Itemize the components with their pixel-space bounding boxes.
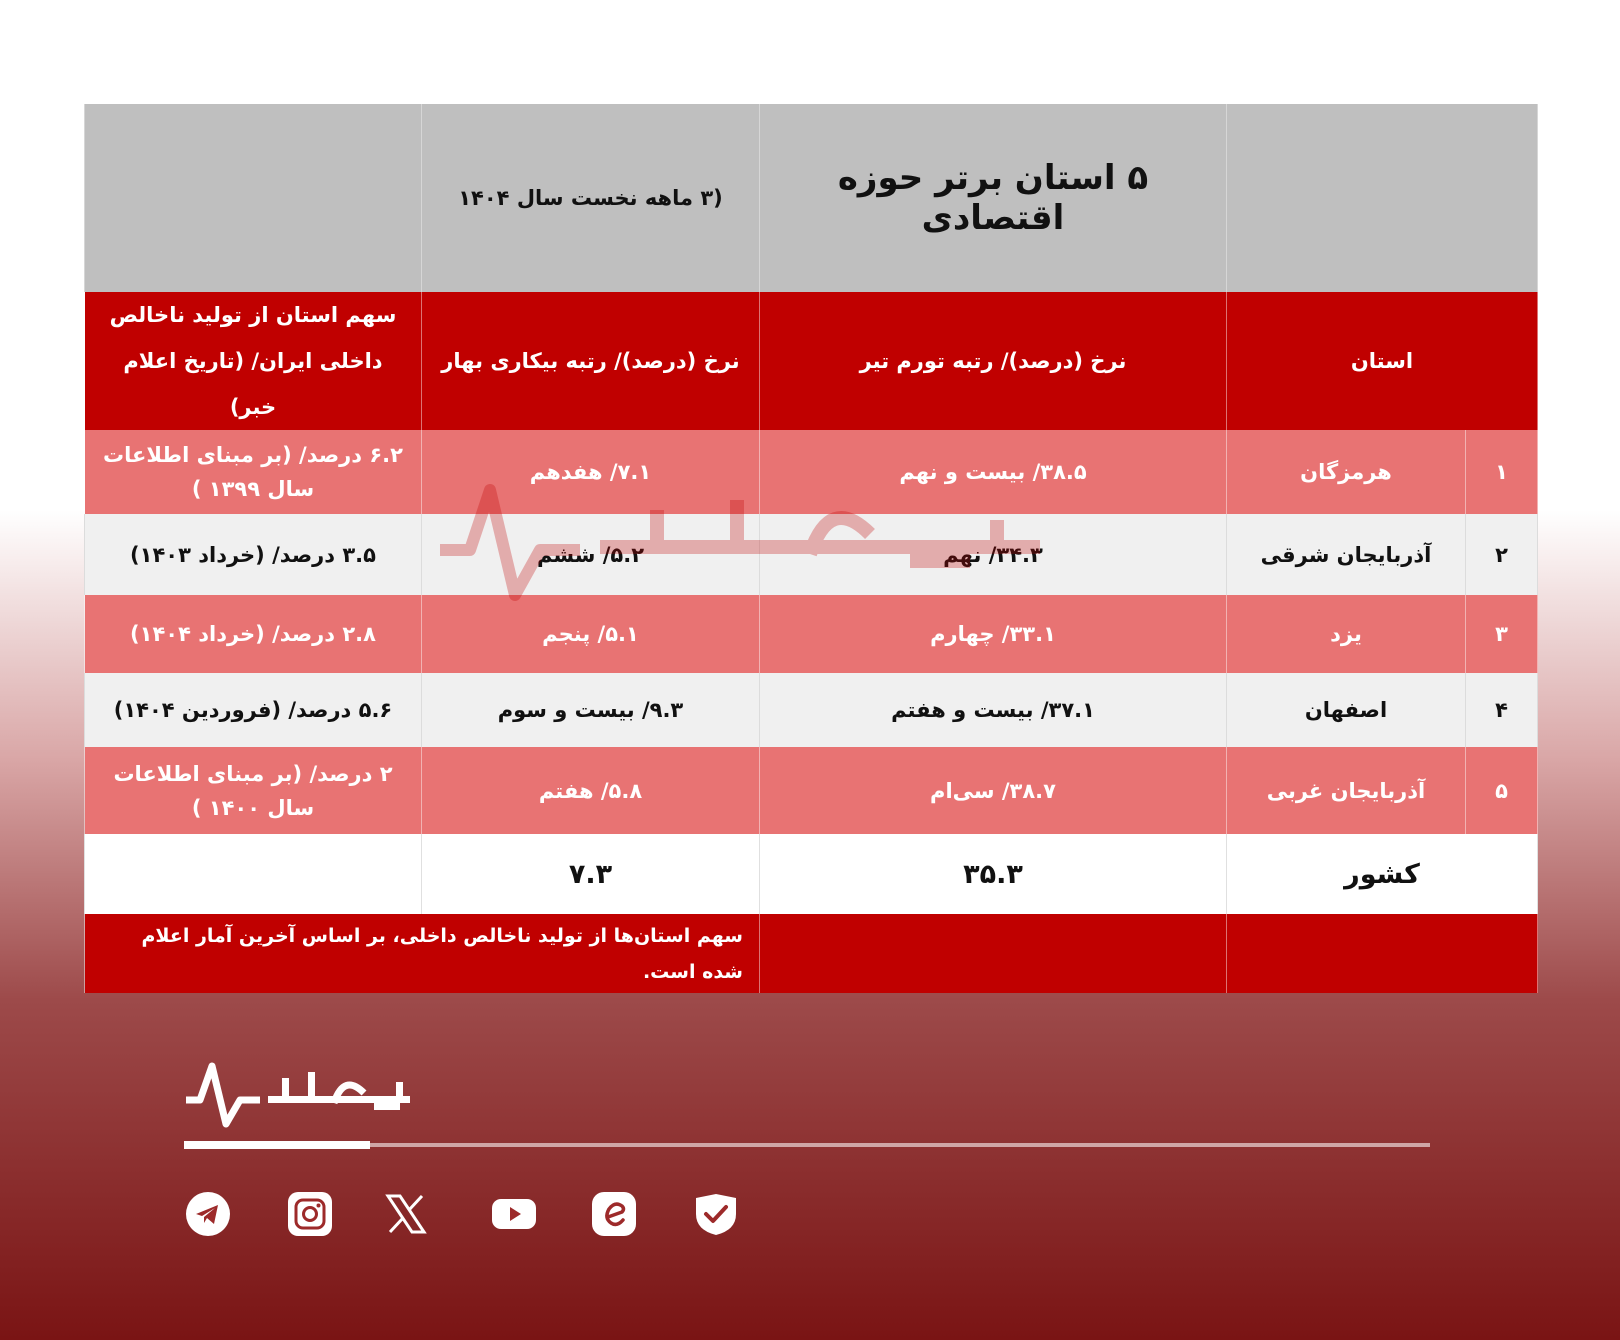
inflation-cell: ۳۳.۱/ چهارم [760,595,1227,673]
footnote-empty-cell [760,914,1227,993]
province-cell: اصفهان [1227,673,1466,747]
inflation-cell: ۳۸.۷/ سی‌ام [760,747,1227,834]
inflation-cell: ۳۸.۵/ بیست و نهم [760,430,1227,514]
unemployment-cell: ۵.۸/ هفتم [422,747,760,834]
inflation-cell: ۳۴.۳/ نهم [760,514,1227,595]
footnote-empty-cell [1227,914,1538,993]
gdp-share-cell: ۵.۶ درصد/ (فروردین ۱۴۰۴) [85,673,422,747]
page-subtitle: (۳ ماهه نخست سال ۱۴۰۴ [422,104,760,292]
rank-cell: ۴ [1466,673,1538,747]
rank-cell: ۲ [1466,514,1538,595]
table-row [85,673,1538,747]
eitaa-icon[interactable] [590,1190,638,1238]
province-cell: آذربایجان غربی [1227,747,1466,834]
footer-divider [184,1143,1430,1147]
rank-cell: ۳ [1466,595,1538,673]
province-cell: آذربایجان شرقی [1227,514,1466,595]
youtube-icon[interactable] [490,1190,538,1238]
gdp-share-cell: ۳.۵ درصد/ (خرداد ۱۴۰۳) [85,514,422,595]
header-inflation: نرخ (درصد)/ رتبه تورم تیر [760,292,1227,430]
header-row [85,292,1538,430]
gdp-share-cell: ۲ درصد/ (بر مبنای اطلاعات سال ۱۴۰۰ ) [85,747,422,834]
footnote-row [85,914,1538,993]
title-empty-cell [1227,104,1538,292]
country-label: کشور [1227,834,1538,914]
footnote-text: سهم استان‌ها از تولید ناخالص داخلی، بر اساس آخرین آمار اعلام شده است. [85,914,760,993]
table-row [85,514,1538,595]
gdp-share-cell: ۲.۸ درصد/ (خرداد ۱۴۰۴) [85,595,422,673]
country-unemployment: ۷.۳ [422,834,760,914]
unemployment-cell: ۵.۱/ پنجم [422,595,760,673]
table-row [85,430,1538,514]
bale-icon[interactable] [692,1190,740,1238]
title-row [85,104,1538,292]
rank-cell: ۵ [1466,747,1538,834]
province-cell: هرمزگان [1227,430,1466,514]
country-row [85,834,1538,914]
unemployment-cell: ۷.۱/ هفدهم [422,430,760,514]
header-gdp-share: سهم استان از تولید ناخالص داخلی ایران/ (تاریخ اعلام خبر) [85,292,422,430]
rank-cell: ۱ [1466,430,1538,514]
economic-table-container [84,104,1537,993]
header-unemployment: نرخ (درصد)/ رتبه بیکاری بهار [422,292,760,430]
unemployment-cell: ۵.۲/ ششم [422,514,760,595]
country-inflation: ۳۵.۳ [760,834,1227,914]
page-title: ۵ استان برتر حوزه اقتصادی [760,104,1227,292]
gdp-share-cell: ۶.۲ درصد/ (بر مبنای اطلاعات سال ۱۳۹۹ ) [85,430,422,514]
header-province: استان [1227,292,1538,430]
telegram-icon[interactable] [184,1190,232,1238]
instagram-icon[interactable] [286,1190,334,1238]
table-row [85,595,1538,673]
title-empty-cell [85,104,422,292]
province-cell: یزد [1227,595,1466,673]
footer-divider-accent [184,1141,370,1149]
economic-table [84,104,1538,993]
country-gdp-empty [85,834,422,914]
brand-logo-icon [184,1060,414,1130]
unemployment-cell: ۹.۳/ بیست و سوم [422,673,760,747]
inflation-cell: ۳۷.۱/ بیست و هفتم [760,673,1227,747]
x-icon[interactable] [382,1190,430,1238]
table-row [85,747,1538,834]
